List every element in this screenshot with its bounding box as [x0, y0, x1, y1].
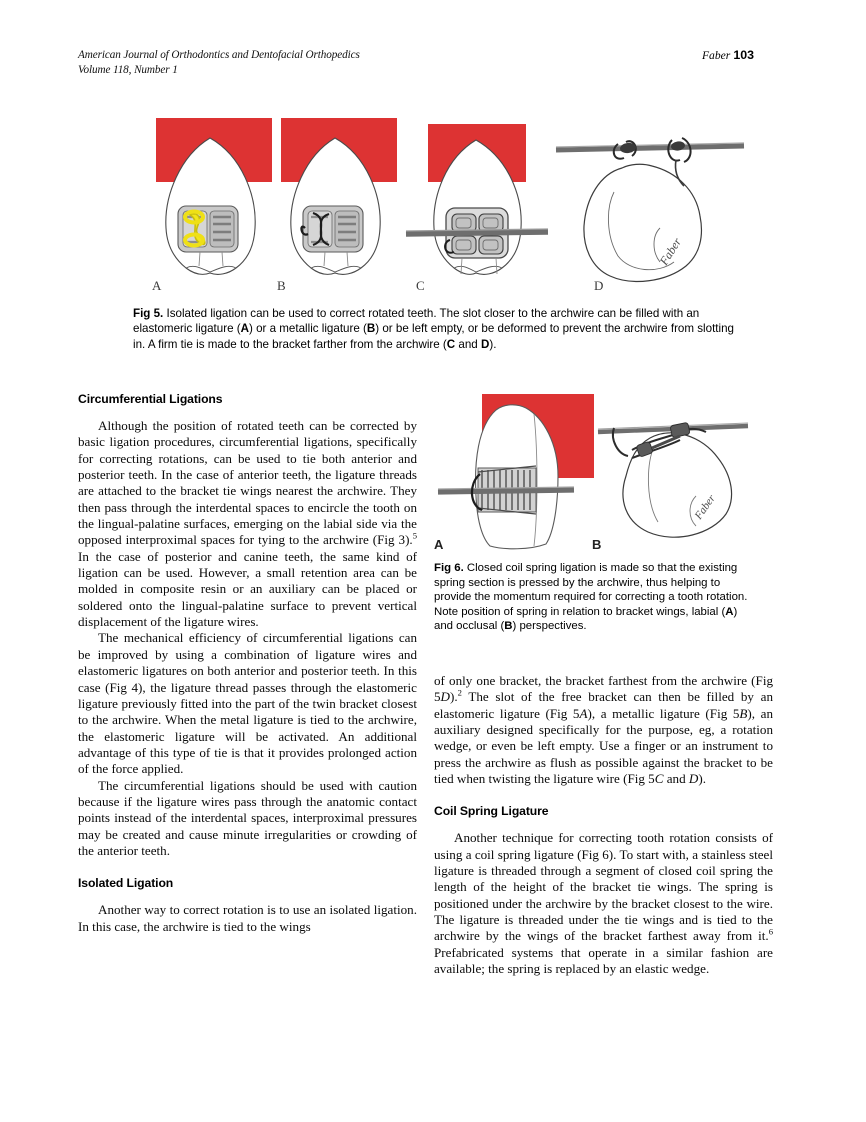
tooth-illustration-coil-occlusal [592, 392, 752, 552]
figure-5-panel-b-label: B [277, 278, 286, 293]
figure-5-caption-bold-c: C [446, 337, 456, 351]
figure-6-caption-text-2: ) and occlusal ( [434, 605, 738, 633]
artist-signature: Faber [656, 235, 685, 268]
right-para-1-a: of only one bracket, the bracket farthest from the archwire (Fig 5 [434, 673, 773, 705]
right-para-1-it1: D [440, 689, 451, 705]
figure-6-caption-bold-a: A [725, 605, 734, 618]
reference-marker-2: 2 [457, 687, 462, 698]
paragraph-circumferential-1 [78, 418, 417, 630]
reference-marker-6: 6 [768, 927, 773, 938]
running-head-right [702, 48, 754, 63]
right-para-2-a: Another technique for correcting tooth rotation consists of using a coil spring ligature (Fig 6). To start with, a stainless steel ligature is threaded through a segment of closed coil spring the length of the height of the bracket tie wings. The spring is positioned under the archwire by the bracket closest to the wire. The ligature is threaded under the tie wings and is tied to the archwire by the wings of the bracket farthest away from it. [434, 830, 773, 944]
figure-5-panel-d [548, 116, 748, 296]
figure-5-caption-text-4: and [455, 337, 481, 351]
heading-isolated-ligation: Isolated Ligation [78, 876, 174, 891]
heading-coil-spring-ligature: Coil Spring Ligature [434, 804, 549, 819]
figure-5-caption [133, 306, 741, 352]
running-head [78, 48, 754, 84]
paragraph-isolated-1: Another way to correct rotation is to use an isolated ligation. In this case, the archwire is tied to the wings [78, 902, 417, 934]
heading-circumferential-ligations: Circumferential Ligations [78, 392, 223, 406]
right-text-column [434, 673, 773, 978]
tooth-illustration-d-occlusal [548, 116, 748, 296]
right-para-1-e: ), an auxiliary designed specifically for the purpose, eg, a rotation wedge, or even be left empty. Use a finger or an instrument to press the archwire as flush as possible against the bracket to be tied when twisting the ligature wire (Fig 5 [434, 705, 773, 787]
figure-6-panel-b [592, 392, 752, 552]
right-para-1-it4: C [654, 771, 664, 787]
paragraph-isolated-continued [434, 673, 773, 787]
figure-6-panel-a-label: A [434, 537, 444, 552]
paragraph-circumferential-3: The circumferential ligations should be used with caution because if the ligature wires pass through the anatomic contact points instead of the interdental spaces, interproximal pressures may be created and cause minute irregularities or crowding of the anterior teeth. [78, 777, 417, 858]
figure-5-caption-bold-d: D [480, 337, 490, 351]
figure-5-panel-a-label: A [152, 278, 162, 293]
paragraph-circumferential-1-b: In the case of posterior and canine teeth, the same kind of ligation can be used. However, a small retention area can be molded in composite resin or an auxiliary can be placed or soldered onto the lingual-palatine surface to prevent vertical displacement of the ligature wires. [78, 548, 417, 630]
figure-5-panel-c [400, 116, 550, 296]
figure-6-caption [434, 561, 752, 634]
reference-marker-5: 5 [412, 531, 417, 542]
figure-6-caption-bold-b: B [504, 620, 513, 633]
right-para-1-it5: D [688, 771, 699, 787]
archwire [406, 232, 548, 234]
running-head-author: Faber [701, 49, 731, 62]
paragraph-circumferential-1-a: Although the position of rotated teeth can be corrected by basic ligation procedures, circumferential ligations, specifically for correcting rotations, can be used to tie both anterior and posterior teeth. In the case of anterior teeth, the ligature threads are attached to the bracket tie wings nearest the archwire. They then pass through the interdental spaces to encircle the tooth on the lingual-palatine surfaces, emerging on the labial side via the opposed interproximal spaces for tying to the archwire (Fig 3). [78, 418, 417, 548]
right-para-1-b: ). [450, 689, 458, 705]
page-number: 103 [733, 48, 754, 62]
right-para-1-c: The slot of the free bracket can then be filled by an elastomeric ligature (Fig 5 [434, 689, 773, 721]
right-para-1-g: ). [698, 771, 707, 787]
right-para-1-it3: B [739, 705, 748, 721]
artist-signature: Faber [692, 492, 718, 522]
figure-5-caption-text-1: Isolated ligation can be used to correct rotated teeth. The slot closer to the archwire can be filled with an elastomeric ligature ( [133, 307, 700, 336]
figure-5-caption-bold-b: B [366, 322, 376, 336]
archwire [438, 490, 574, 492]
right-para-1-d: ), a metallic ligature (Fig 5 [587, 705, 740, 721]
figure-5-panel-d-label: D [594, 278, 604, 293]
right-para-1-it2: A [579, 705, 588, 721]
figure-5-caption-bold-a: A [240, 322, 249, 336]
right-para-1-f: and [663, 771, 689, 787]
right-para-2-b: Prefabricated systems that operate in a similar fashion are available; the spring is replaced by an elastic wedge. [434, 944, 773, 977]
journal-title-line1: American Journal of Orthodontics and Dentofacial Orthopedics [78, 49, 360, 61]
figure-6-panel-a [434, 392, 604, 552]
figure-5-caption-text-3: ) or be left empty, or be deformed to prevent the archwire from slotting in. A firm tie is made to the bracket farther from the archwire ( [133, 322, 734, 351]
left-text-column [78, 392, 417, 935]
figure-6-image [434, 392, 752, 552]
paragraph-circumferential-2: The mechanical efficiency of circumferential ligations can be improved by using a combination of ligature wires and elastomeric ligatures on both anterior and posterior teeth. In this case (Fig 4), the ligature thread passes through the elastomeric ligature previously fitted into the part of the twin bracket closest to the archwire. When the metal ligature is tied to the archwire, the elastomeric ligature will be activated. An additional advantage of this type of tie is that it provides prolonged action of the force applied. [78, 630, 417, 777]
figure-5-caption-label: Fig 5. [133, 307, 164, 320]
tooth-illustration-a [150, 116, 280, 296]
figure-5-caption-text-5: ). [489, 337, 497, 351]
figure-6-caption-label: Fig 6. [434, 562, 464, 574]
figure-5-panel-a [150, 116, 280, 296]
figure-5-caption-text-2: ) or a metallic ligature ( [248, 322, 367, 336]
tooth-illustration-c [400, 116, 550, 296]
tooth-illustration-coil-labial [434, 392, 604, 552]
paragraph-coil-spring-1 [434, 830, 773, 977]
figure-6-caption-text-1: Closed coil spring ligation is made so that the existing spring section is pressed by the archwire, thus helping to provide the momentum required for correcting a tooth rotation. Note position of spring in relation to bracket wings, labial ( [434, 562, 748, 618]
figure-5-panel-b [275, 116, 405, 296]
figure-5-image [150, 116, 750, 296]
figure-6-caption-text-3: ) perspectives. [512, 620, 587, 633]
journal-volume-line: Volume 118, Number 1 [78, 64, 178, 76]
figure-5-panel-c-label: C [416, 278, 425, 293]
figure-6-panel-b-label: B [592, 537, 602, 552]
journal-title [78, 48, 360, 78]
tooth-illustration-b [275, 116, 405, 296]
